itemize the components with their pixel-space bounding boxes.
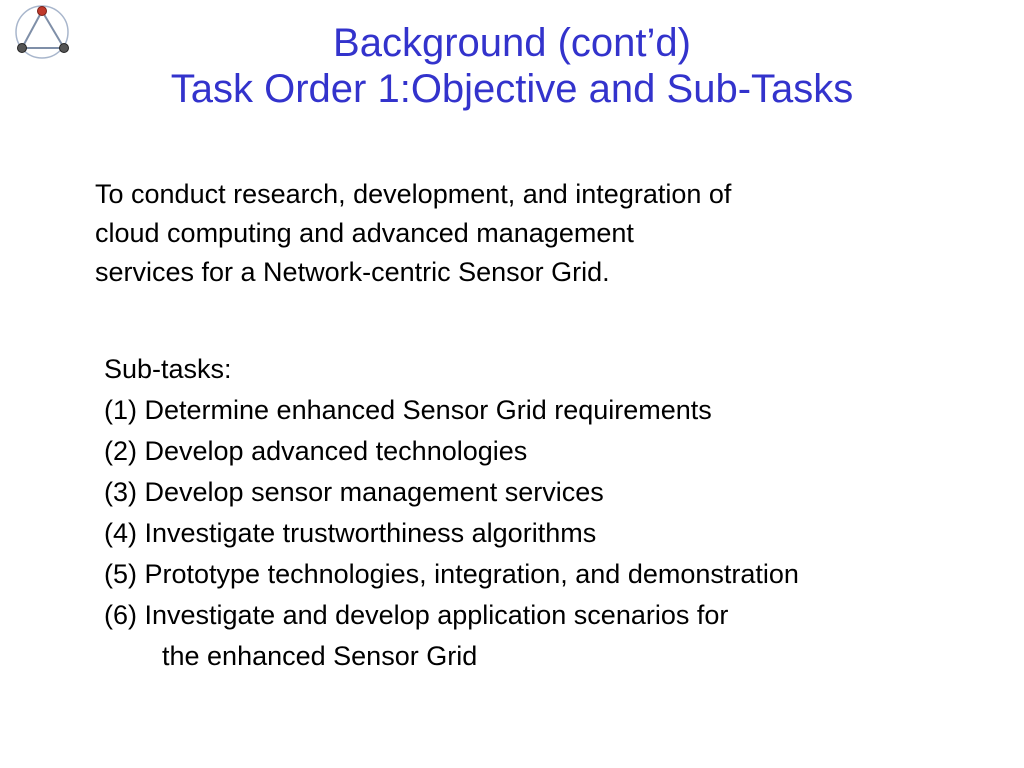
subtasks-heading: Sub-tasks:	[104, 354, 232, 384]
slide-title-line-2: Task Order 1:Objective and Sub-Tasks	[170, 67, 854, 111]
objective-line: cloud computing and advanced management	[95, 218, 634, 248]
subtask-item: (3) Develop sensor management services	[104, 477, 604, 507]
subtask-item: (4) Investigate trustworthiness algorithms	[104, 518, 597, 548]
subtasks-list	[104, 349, 1009, 677]
objective-line: To conduct research, development, and integration of	[95, 179, 732, 209]
subtask-item: (5) Prototype technologies, integration, and demonstration	[104, 559, 799, 589]
objective-line: services for a Network-centric Sensor Grid.	[95, 257, 610, 287]
subtask-item-continuation: the enhanced Sensor Grid	[162, 641, 478, 671]
subtask-item: (2) Develop advanced technologies	[104, 436, 528, 466]
subtask-item: (1) Determine enhanced Sensor Grid requirements	[104, 395, 712, 425]
slide-title	[0, 20, 1024, 112]
slide-title-line-1: Background (cont’d)	[333, 21, 691, 65]
objective-paragraph	[95, 175, 955, 292]
subtask-item: (6) Investigate and develop application scenarios for	[104, 600, 729, 630]
